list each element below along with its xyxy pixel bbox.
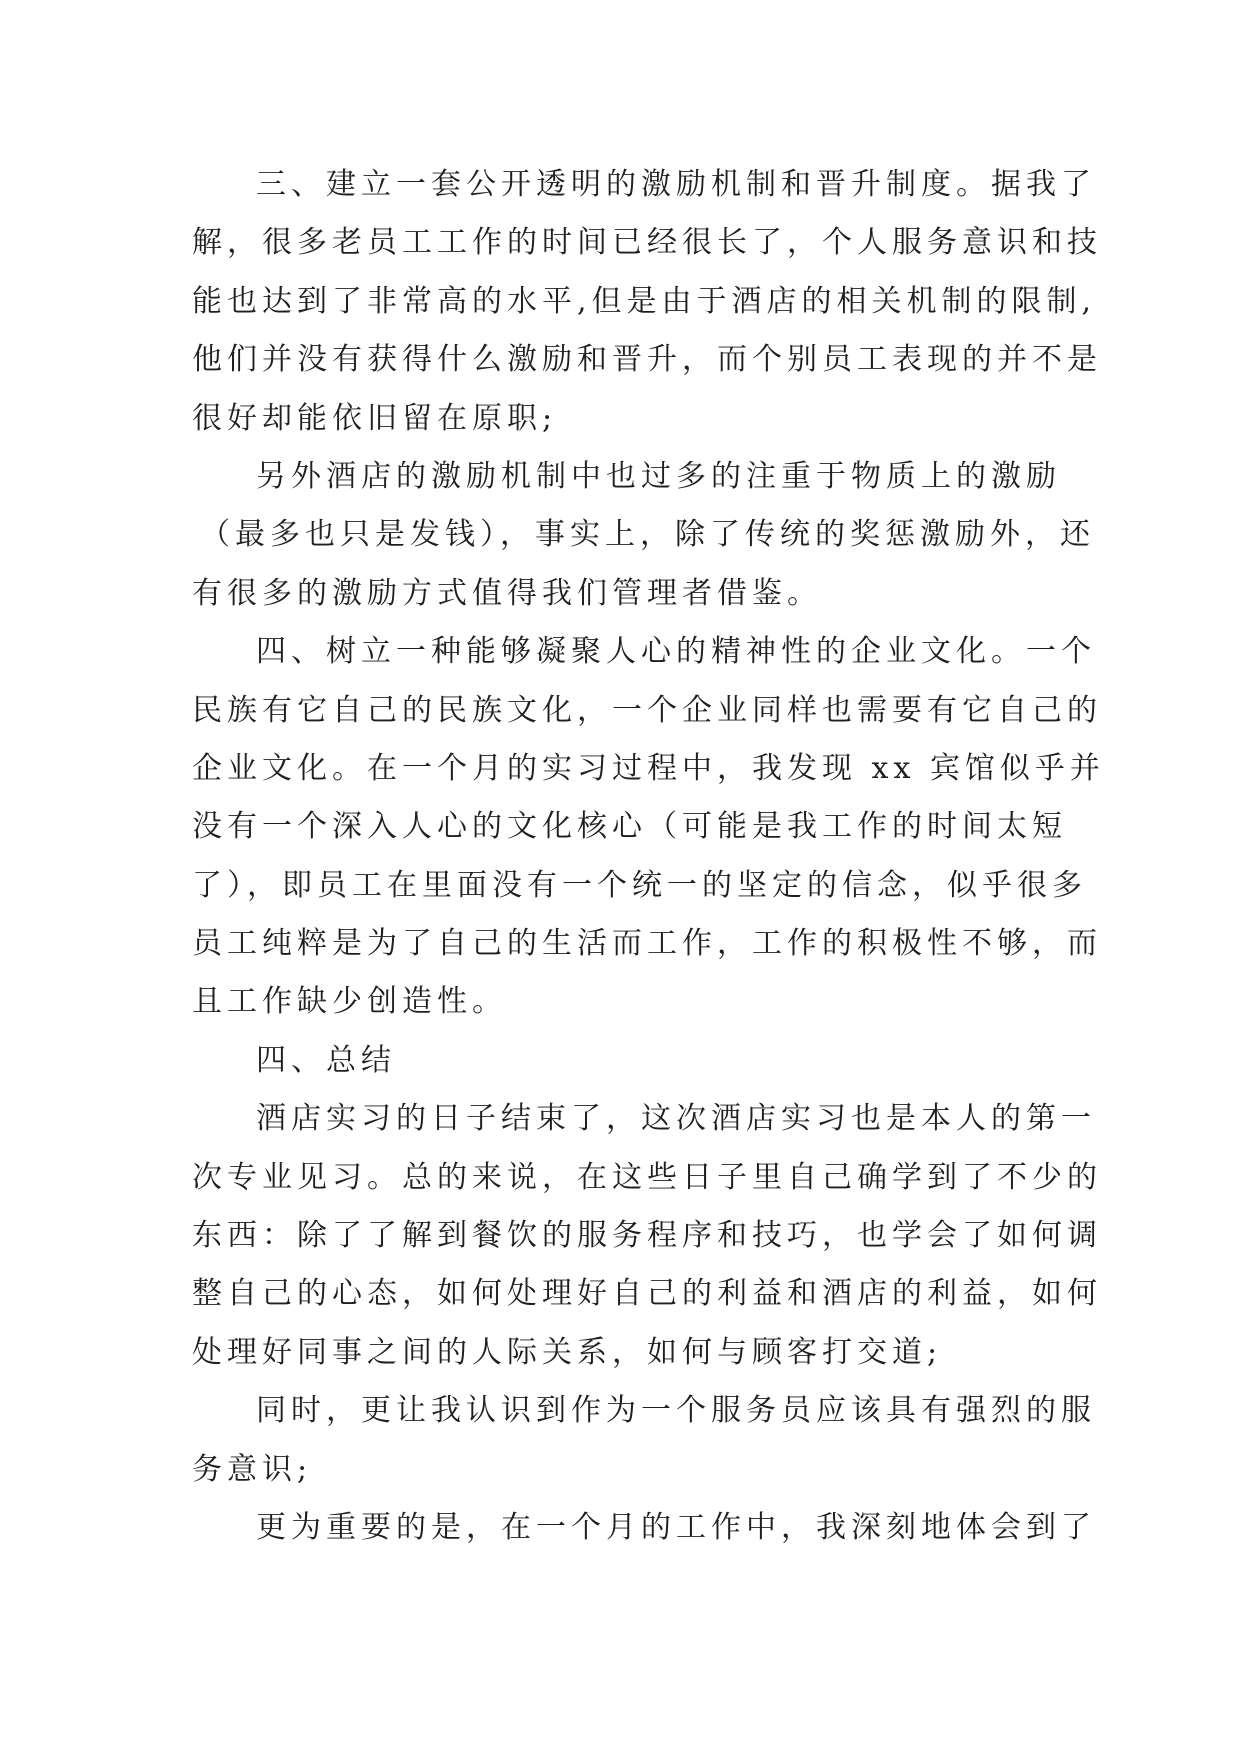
- text-line: 员工纯粹是为了自己的生活而工作，工作的积极性不够，而: [192, 926, 1102, 962]
- text-line: 另外酒店的激励机制中也过多的注重于物质上的激励: [256, 458, 1061, 494]
- text-line: 东西：除了了解到餐饮的服务程序和技巧，也学会了如何调: [192, 1218, 1102, 1254]
- text-line: 处理好同事之间的人际关系，如何与顾客打交道;: [192, 1334, 943, 1370]
- text-line: 民族有它自己的民族文化，一个企业同样也需要有它自己的: [192, 692, 1102, 728]
- text-line: 务意识;: [192, 1451, 313, 1487]
- text-line: 且工作缺少创造性。: [192, 984, 507, 1020]
- text-line: （最多也只是发钱），事实上，除了传统的奖惩激励外，还: [200, 517, 1095, 553]
- text-line: 了），即员工在里面没有一个统一的坚定的信念，似乎很多: [192, 867, 1087, 903]
- section-heading: 四、总结: [256, 1042, 396, 1078]
- text-line: 次专业见习。总的来说，在这些日子里自己确学到了不少的: [192, 1159, 1102, 1195]
- document-body: [192, 156, 1105, 1557]
- text-line: 更为重要的是，在一个月的工作中，我深刻地体会到了: [256, 1509, 1096, 1545]
- text-line: 企业文化。在一个月的实习过程中，我发现 xx 宾馆似乎并: [192, 750, 1105, 786]
- text-line: 三、建立一套公开透明的激励机制和晋升制度。据我了: [256, 167, 1096, 202]
- text-line: 同时，更让我认识到作为一个服务员应该具有强烈的服: [256, 1393, 1096, 1429]
- text-line: 酒店实习的日子结束了，这次酒店实习也是本人的第一: [256, 1101, 1096, 1137]
- text-line: 有很多的激励方式值得我们管理者借鉴。: [192, 575, 822, 611]
- text-line: 没有一个深入人心的文化核心（可能是我工作的时间太短: [192, 809, 1067, 845]
- text-line: 整自己的心态，如何处理好自己的利益和酒店的利益，如何: [192, 1276, 1102, 1312]
- text-line: 很好却能依旧留在原职;: [192, 400, 558, 436]
- text-line: 能也达到了非常高的水平,但是由于酒店的相关机制的限制,: [192, 283, 1097, 319]
- text-line: 解，很多老员工工作的时间已经很长了，个人服务意识和技: [192, 225, 1102, 261]
- text-line: 他们并没有获得什么激励和晋升，而个别员工表现的并不是: [192, 342, 1102, 378]
- text-line: 四、树立一种能够凝聚人心的精神性的企业文化。一个: [256, 634, 1096, 670]
